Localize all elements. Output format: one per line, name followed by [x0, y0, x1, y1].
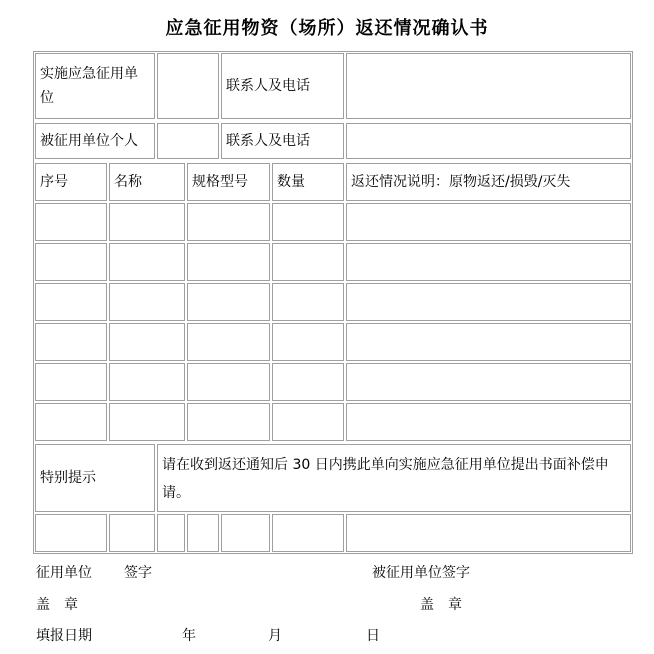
- requisitioned-contact-label: 联系人及电话: [226, 133, 310, 149]
- item-row-4-seq-cell[interactable]: [35, 323, 107, 361]
- item-row-5-seq-cell[interactable]: [35, 363, 107, 401]
- implementing-unit-label: 实施应急征用单位: [40, 66, 138, 106]
- item-row-4-name-cell[interactable]: [109, 323, 185, 361]
- item-row-2-seq-cell[interactable]: [35, 243, 107, 281]
- item-row-4-status-cell[interactable]: [346, 323, 631, 361]
- last-row-cell-6[interactable]: [272, 514, 344, 552]
- requisitioned-contact-value[interactable]: [346, 123, 631, 159]
- header-spec-label: 规格型号: [192, 174, 248, 190]
- header-name: [109, 163, 185, 201]
- date-label: 填报日期: [36, 628, 92, 644]
- last-row-cell-1[interactable]: [35, 514, 107, 552]
- header-qty: [272, 163, 344, 201]
- header-status: [346, 163, 631, 201]
- notice-label: 特别提示: [40, 470, 96, 486]
- last-row-cell-3[interactable]: [157, 514, 185, 552]
- header-seq: [35, 163, 107, 201]
- seal-left-label: 盖 章: [36, 597, 78, 613]
- item-row-3-seq-cell[interactable]: [35, 283, 107, 321]
- requisitioned-party-label: 被征用单位个人: [40, 133, 138, 149]
- header-status-label: 返还情况说明：原物返还/损毁/灭失: [351, 174, 571, 190]
- item-row-3-name-cell[interactable]: [109, 283, 185, 321]
- item-row-2-status-cell[interactable]: [346, 243, 631, 281]
- item-row-2-spec-cell[interactable]: [187, 243, 270, 281]
- implementing-unit-value[interactable]: [157, 53, 219, 119]
- last-row-cell-7[interactable]: [346, 514, 631, 552]
- date-year-label: 年: [182, 628, 196, 644]
- requisitioned-party-label-cell: [35, 123, 155, 159]
- header-spec: [187, 163, 270, 201]
- last-row-cell-2[interactable]: [109, 514, 155, 552]
- date-day-label: 日: [366, 628, 380, 644]
- last-row-cell-5[interactable]: [221, 514, 270, 552]
- requisitioner-sign-label: 签字: [124, 565, 152, 581]
- item-row-6-seq-cell[interactable]: [35, 403, 107, 441]
- item-row-3-status-cell[interactable]: [346, 283, 631, 321]
- item-row-6-status-cell[interactable]: [346, 403, 631, 441]
- item-row-3-qty-cell[interactable]: [272, 283, 344, 321]
- item-row-1-name-cell[interactable]: [109, 203, 185, 241]
- document-title: 应急征用物资（场所）返还情况确认书: [165, 18, 489, 39]
- notice-text-cell: [157, 444, 631, 512]
- notice-text: 请在收到返还通知后 30 日内携此单向实施应急征用单位提出书面补偿申请。: [162, 457, 609, 501]
- implementing-unit-label-cell: [35, 53, 155, 119]
- item-row-2-name-cell[interactable]: [109, 243, 185, 281]
- item-row-5-name-cell[interactable]: [109, 363, 185, 401]
- requisitioned-contact-label-cell: [221, 123, 344, 159]
- item-row-6-name-cell[interactable]: [109, 403, 185, 441]
- item-row-4-spec-cell[interactable]: [187, 323, 270, 361]
- implementing-contact-label: 联系人及电话: [226, 78, 310, 94]
- item-row-5-qty-cell[interactable]: [272, 363, 344, 401]
- item-row-5-status-cell[interactable]: [346, 363, 631, 401]
- item-row-1-seq-cell[interactable]: [35, 203, 107, 241]
- notice-label-cell: [35, 444, 155, 512]
- item-row-2-qty-cell[interactable]: [272, 243, 344, 281]
- item-row-1-qty-cell[interactable]: [272, 203, 344, 241]
- item-row-5-spec-cell[interactable]: [187, 363, 270, 401]
- seal-right-label: 盖 章: [420, 597, 462, 613]
- item-row-4-qty-cell[interactable]: [272, 323, 344, 361]
- item-row-1-status-cell[interactable]: [346, 203, 631, 241]
- header-name-label: 名称: [114, 174, 142, 190]
- implementing-contact-value[interactable]: [346, 53, 631, 119]
- date-month-label: 月: [268, 628, 282, 644]
- implementing-contact-label-cell: [221, 53, 344, 119]
- header-seq-label: 序号: [40, 174, 68, 190]
- last-row-cell-4[interactable]: [187, 514, 219, 552]
- item-row-6-spec-cell[interactable]: [187, 403, 270, 441]
- item-row-6-qty-cell[interactable]: [272, 403, 344, 441]
- requisitioned-party-value[interactable]: [157, 123, 219, 159]
- item-row-1-spec-cell[interactable]: [187, 203, 270, 241]
- header-qty-label: 数量: [277, 174, 305, 190]
- requisitioned-sign-label: 被征用单位签字: [372, 565, 470, 581]
- item-row-3-spec-cell[interactable]: [187, 283, 270, 321]
- requisitioner-label: 征用单位: [36, 565, 92, 581]
